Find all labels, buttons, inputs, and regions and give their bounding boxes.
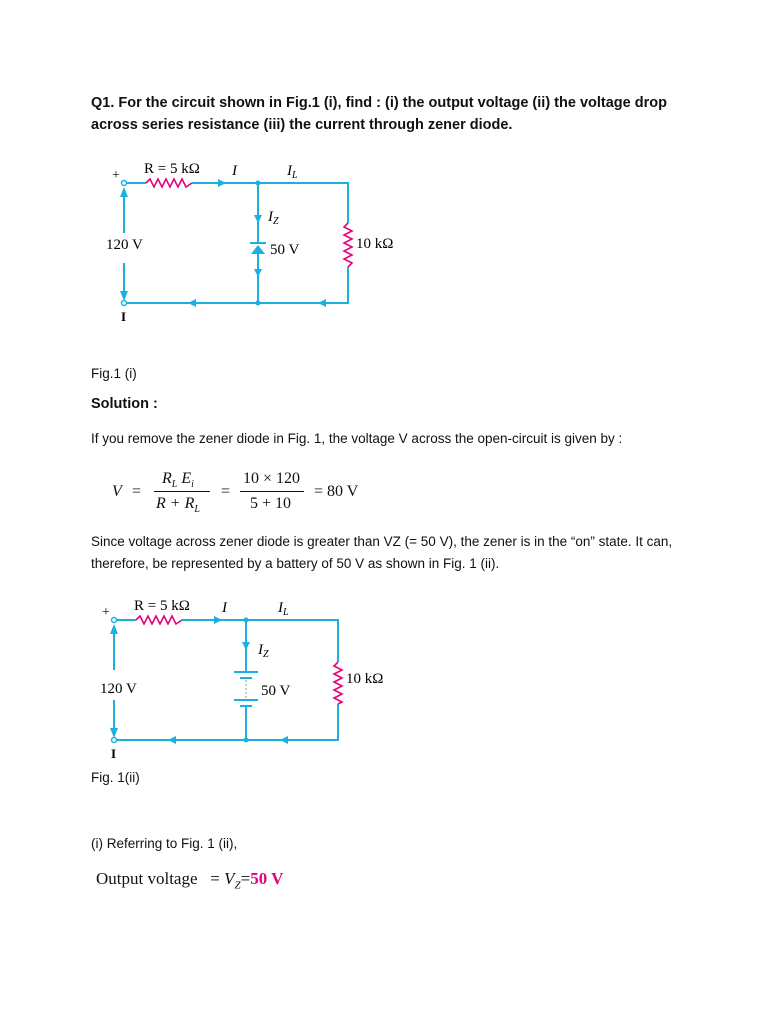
current-iz-label: $I_Z$ <box>268 209 279 227</box>
plus-sign: + <box>112 168 120 183</box>
fraction1-denominator: $R + R_L$ <box>156 495 200 516</box>
solution-heading: Solution : <box>91 396 158 412</box>
load-resistor-label: 10 kΩ <box>346 671 384 687</box>
zener-voltage-label: 50 V <box>270 242 300 258</box>
battery-voltage-label: 50 V <box>261 683 291 699</box>
current-arrow-iz <box>254 215 262 223</box>
fraction1-numerator: $R_L$ $E_i$ <box>162 470 194 491</box>
output-equals-2: = <box>240 869 251 888</box>
current-iz-label: $I_Z$ <box>258 642 269 660</box>
equation-equals-2: = <box>221 483 231 500</box>
fraction2-bar <box>240 491 304 492</box>
fraction2-numerator: 10 × 120 <box>243 470 301 487</box>
load-resistor <box>344 223 352 267</box>
series-resistor-label: R = 5 kΩ <box>144 161 200 177</box>
source-arrow-down-head <box>110 728 118 738</box>
current-arrow-bottom-left <box>188 299 196 307</box>
source-arrow-down-head <box>120 291 128 301</box>
since-text: Since voltage across zener diode is greater than VZ (= 50 V), the zener is in the “on” state. It can, therefore, be represented by a battery of 50 V as shown in Fig. 1 (ii). <box>91 534 673 571</box>
series-resistor <box>136 616 182 624</box>
source-voltage-label: 120 V <box>100 681 137 697</box>
current-i-label: I <box>232 163 237 179</box>
current-arrow-i <box>218 179 226 187</box>
equation-lhs: V <box>112 483 122 500</box>
figure-caption-fig1: Fig.1 (i) <box>91 366 137 381</box>
current-arrow-i <box>214 616 222 624</box>
plus-sign: + <box>102 605 110 620</box>
fraction1-bar <box>154 491 210 492</box>
fraction2-denominator: 5 + 10 <box>250 495 292 512</box>
current-arrow-iz <box>242 642 250 650</box>
current-arrow-bottom-right <box>280 736 288 744</box>
zener-diode-symbol <box>251 245 265 254</box>
source-voltage-label: 120 V <box>106 237 143 253</box>
load-resistor-label: 10 kΩ <box>356 236 394 252</box>
output-voltage-line <box>96 869 283 891</box>
voltage-equation <box>0 466 768 520</box>
output-variable: $V_Z$ <box>224 869 241 892</box>
series-resistor-label: R = 5 kΩ <box>134 598 190 614</box>
output-voltage-label: Output voltage <box>96 869 198 888</box>
output-value: 50 V <box>250 869 284 888</box>
minus-sign: I <box>121 309 127 324</box>
current-arrow-bottom-right <box>318 299 326 307</box>
source-arrow-up-head <box>120 187 128 197</box>
circuit-diagram-fig1 <box>100 155 420 325</box>
part-i-text: (i) Referring to Fig. 1 (ii), <box>91 836 238 851</box>
intro-text: If you remove the zener diode in Fig. 1, the voltage V across the open-circuit is given by : <box>91 431 623 446</box>
minus-sign: I <box>111 746 117 761</box>
current-arrow-bottom-left <box>168 736 176 744</box>
wire-right <box>124 267 348 303</box>
current-il-label: $I_L$ <box>278 600 289 618</box>
source-arrow-up-head <box>110 624 118 634</box>
question-text: Q1. For the circuit shown in Fig.1 (i), find : (i) the output voltage (ii) the voltage drop across series resistance (iii) the current through zener diode. <box>91 95 667 133</box>
series-resistor <box>146 179 192 187</box>
current-il-label: $I_L$ <box>287 163 298 181</box>
load-resistor <box>334 662 342 704</box>
output-equals: = <box>210 869 220 888</box>
current-i-label: I <box>222 600 227 616</box>
current-arrow-down <box>254 269 262 277</box>
equation-result: = 80 V <box>314 483 359 500</box>
figure-caption-fig2: Fig. 1(ii) <box>91 770 140 785</box>
wire-right <box>114 704 338 740</box>
circuit-diagram-fig2 <box>90 592 410 762</box>
equation-equals-1: = <box>132 483 142 500</box>
